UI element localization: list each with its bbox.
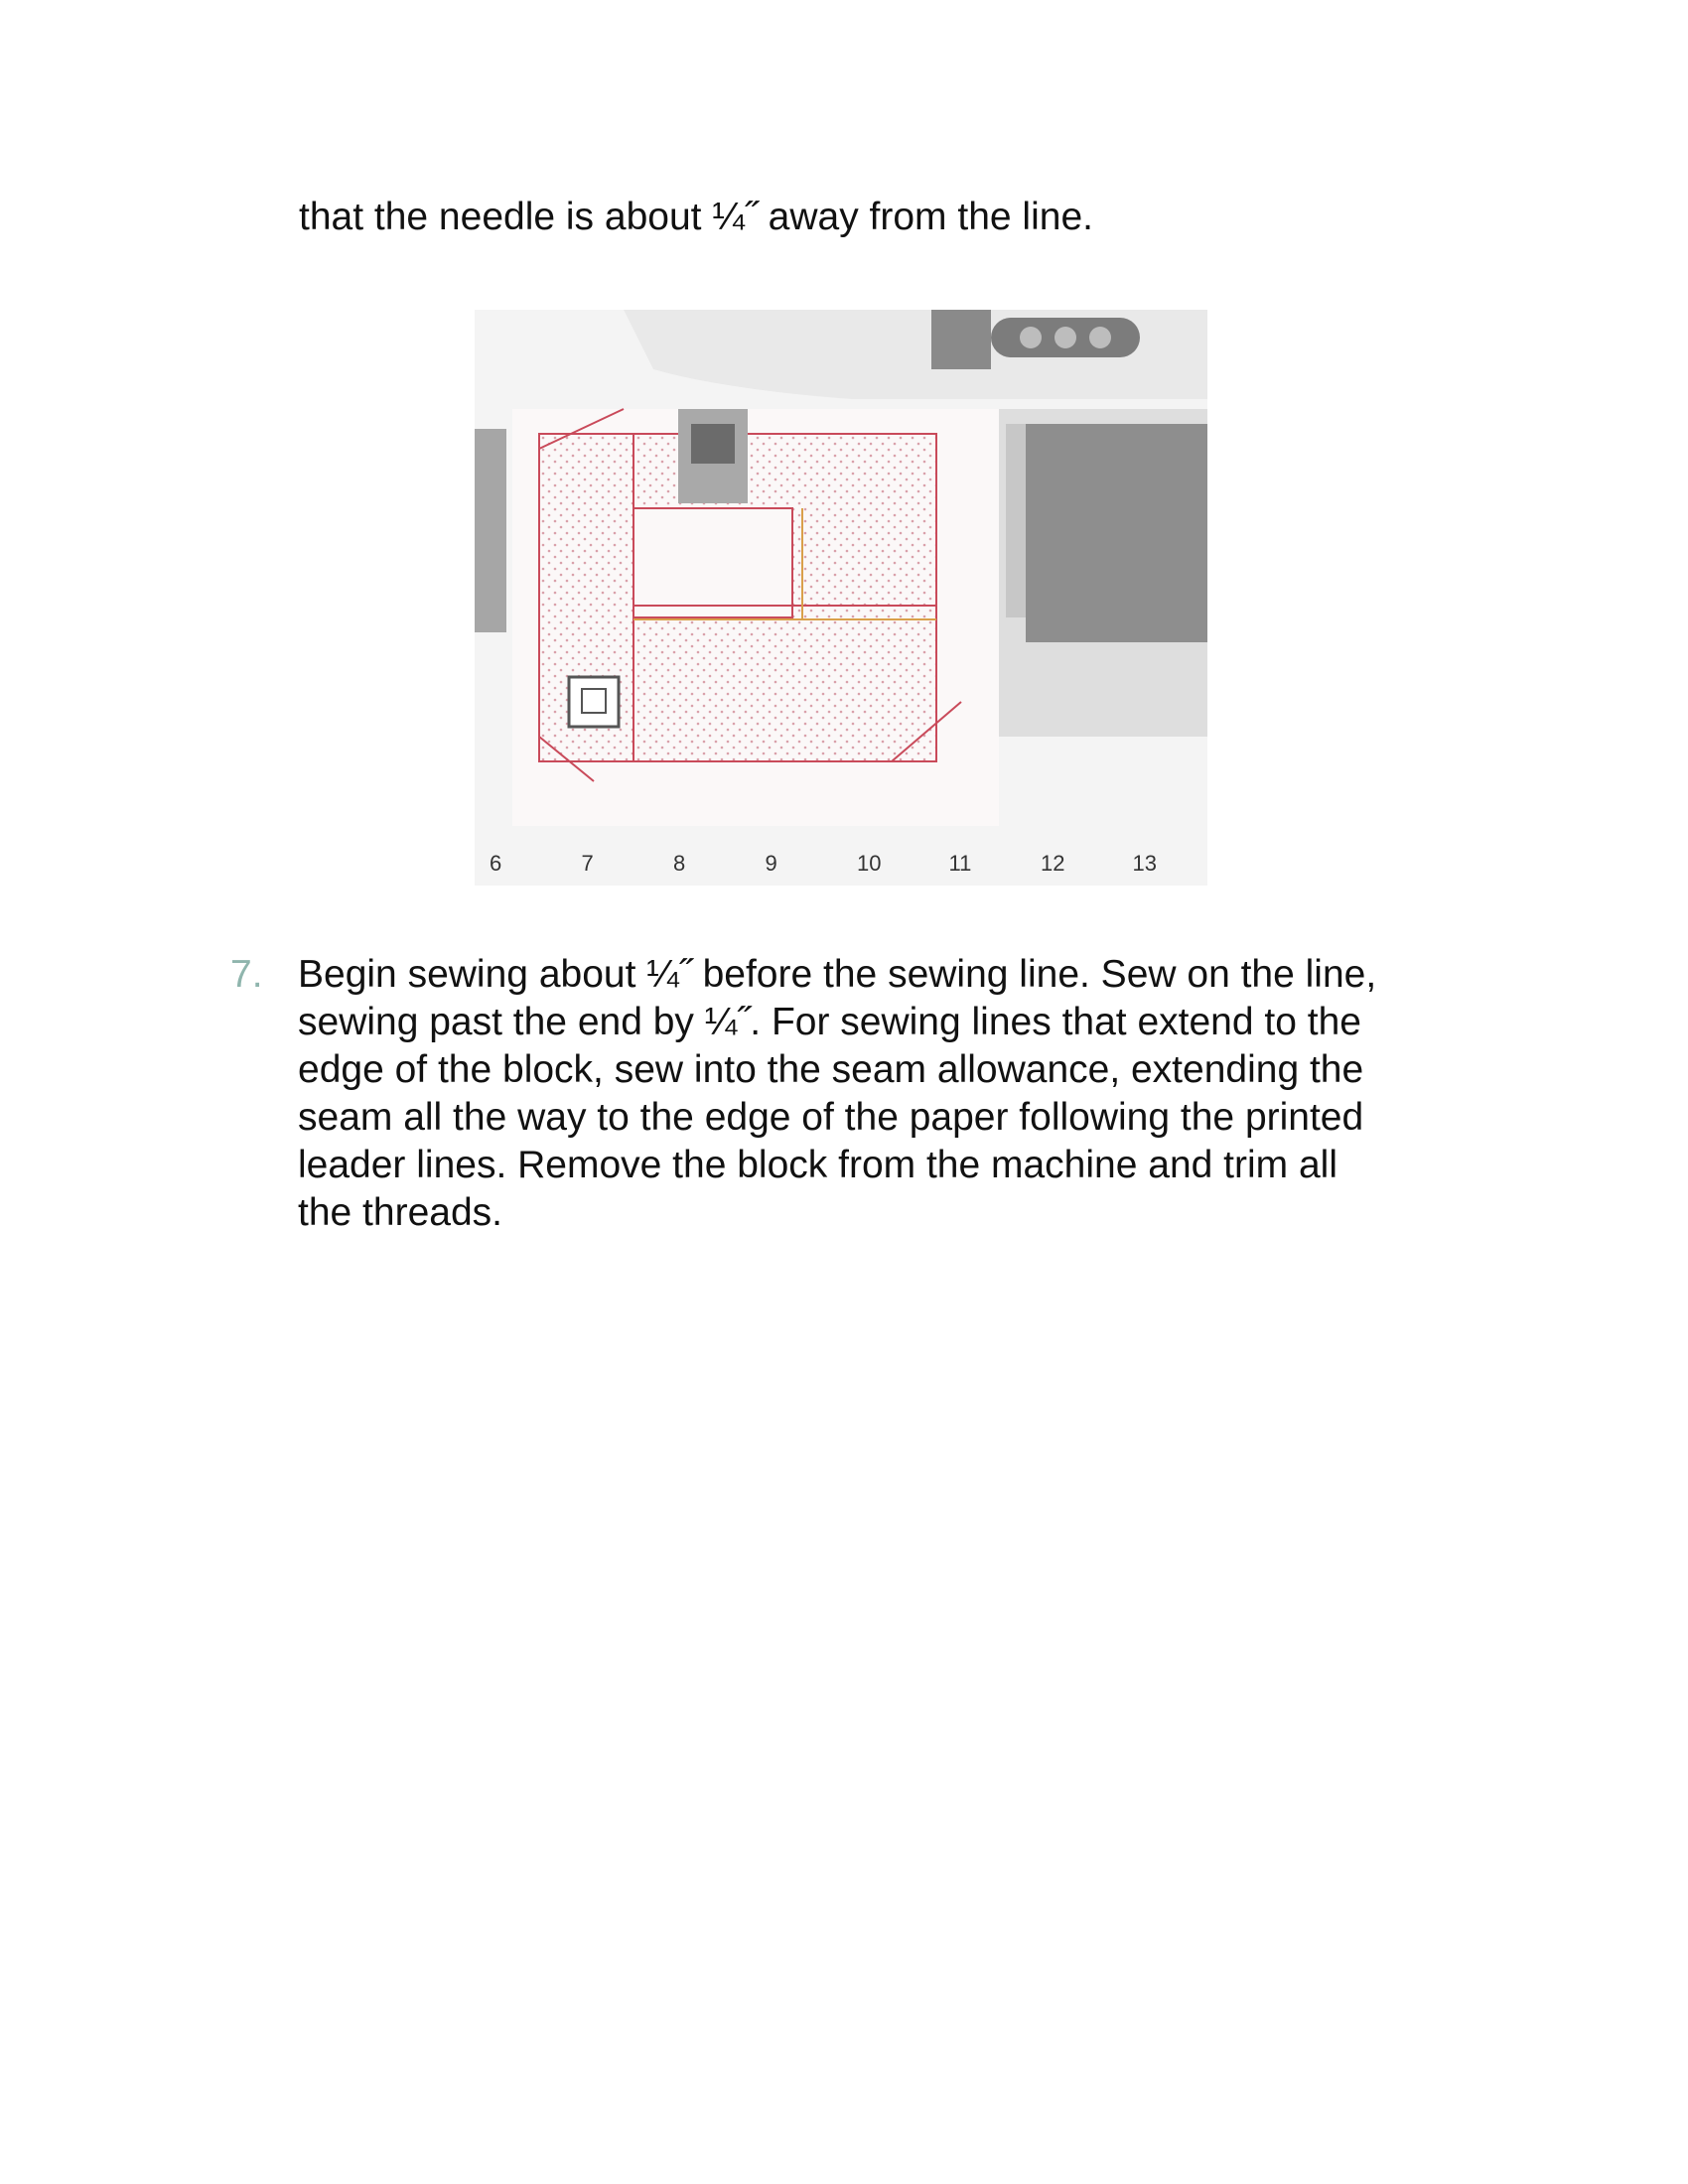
ruler-label: 6	[490, 851, 502, 876]
sewing-machine-photo	[475, 310, 1207, 886]
pattern-section-1	[633, 508, 792, 617]
ruler-label: 8	[673, 851, 686, 876]
machine-button	[1020, 327, 1042, 348]
step-text	[298, 951, 1470, 1237]
step-text-line: seam all the way to the edge of the paper following the printed	[298, 1096, 1364, 1139]
step-7	[230, 951, 1481, 1237]
ruler-label: 10	[857, 851, 882, 876]
step-text-line: sewing past the end by ¼˝. For sewing lines that extend to the	[298, 1001, 1361, 1043]
step-text-line: edge of the block, sew into the seam allowance, extending the	[298, 1048, 1364, 1091]
step-text-line: leader lines. Remove the block from the machine and trim all	[298, 1144, 1337, 1186]
ruler-label: 9	[765, 851, 777, 876]
intro-text: that the needle is about ¼˝ away from the line.	[299, 196, 1093, 238]
machine-button	[1055, 327, 1076, 348]
guide-bar	[475, 429, 506, 632]
machine-dark-panel	[931, 310, 991, 369]
ruler-label: 13	[1132, 851, 1157, 876]
step-text-line: the threads.	[298, 1191, 502, 1234]
ruler-label: 11	[948, 851, 972, 876]
step-number: 7.	[230, 953, 263, 996]
sewing-machine-illustration	[475, 310, 1207, 886]
ruler-label: 7	[581, 851, 594, 876]
bed-extension	[1026, 424, 1207, 642]
step-text-line: Begin sewing about ¼˝ before the sewing line. Sew on the line,	[298, 953, 1377, 996]
ruler-label: 12	[1041, 851, 1065, 876]
machine-button	[1089, 327, 1111, 348]
